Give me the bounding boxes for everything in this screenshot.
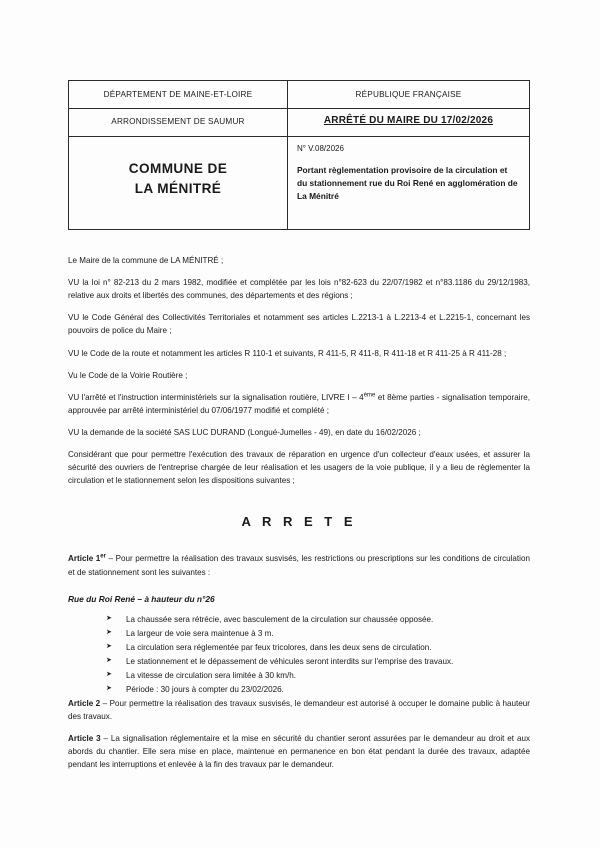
list-item: ➤ Le stationnement et le dépassement de véhicules seront interdits sur l'emprise des travaux. [106,655,530,669]
rue-subtitle: Rue du Roi René – à hauteur du n°26 [68,593,215,604]
article-2-paragraph [68,697,530,723]
list-item: ➤ Période : 30 jours à compter du 23/02/2026. [106,683,530,697]
list-item: ➤ La vitesse de circulation sera limitée à 30 km/h. [106,669,530,683]
departement-label: DÉPARTEMENT DE MAINE-ET-LOIRE [103,90,253,99]
list-item: ➤ La circulation sera réglementée par feux tricolores, dans les deux sens de circulation. [106,641,530,655]
commune-line-1: COMMUNE DE [128,161,228,176]
departement-cell [69,81,288,109]
vu-paragraph-3: VU le Code de la route et notamment les articles R 110-1 et suivants, R 411-5, R 411-8, R 411-18 et R 411-25 à R 411-28 ; [68,348,507,358]
arrete-numero: N° V.08/2026 [296,144,344,153]
arrete-heading: A R R E T E [241,514,357,530]
commune-line-2: LA MÉNITRÉ [134,180,222,196]
document-body [68,254,530,771]
vu-signalisation-paragraph [68,391,530,417]
list-item: ➤ La largeur de voie sera maintenue à 3 m. [106,627,530,641]
article-3-text: – La signalisation réglementaire et la mise en sécurité du chantier seront assurées par le demandeur au droit et aux abords du chantier. Elle sera mise en place, maintenue en permanence en bon état pendant la durée des travaux, adaptée pendant les interruptions et enlevée à la fin des travaux par le demandeur. [68,733,530,770]
numero-objet-cell [287,137,529,230]
arrondissement-cell [69,109,288,137]
intro-paragraph: Le Maire de la commune de LA MÉNITRÉ ; [68,256,224,265]
commune-cell [69,137,288,230]
arrondissement-label: ARRONDISSEMENT DE SAUMUR [111,117,245,126]
article-1-exponent: er [100,553,106,560]
document-header-table [68,80,530,230]
considerant-paragraph: Considérant que pour permettre l'exécution des travaux de réparation en urgence d'un collecteur d'eaux usées, et assurer la sécurité des ouvriers de l'entreprise chargée de leur réalisation et les usagers de la voie publique, il y a lieu de règlementer la circulation et le stationnement selon les dispositions suivantes ; [68,450,530,486]
list-item: ➤ La chaussée sera rétrécie, avec basculement de la circulation sur chaussée opposée. [106,613,530,627]
vu-paragraph-4: Vu le Code de la Voirie Routière ; [68,370,188,380]
article-2-label: Article 2 [68,698,101,708]
vu-paragraph-2: VU le Code Général des Collectivités Territoriales et notamment ses articles L.2213-1 à L.2213-4 et L.2215-1, concernant les pouvoirs de police du Maire ; [68,313,530,336]
vu-paragraph-5: VU la demande de la société SAS LUC DURAND (Longué-Jumelles - 49), en date du 16/02/2026 ; [68,427,421,437]
document-content [68,80,530,780]
vu-signalisation-post: et 8ème parties - signalisation temporaire, approuvée par arrêté interministériel du 07/06/1977 modifié et complété ; [68,392,530,415]
article-1-text: – Pour permettre la réalisation des travaux susvisés, les restrictions ou prescriptions sur les conditions de circulation et de stationnement sont les suivantes : [68,554,530,577]
vu-signalisation-exponent: ème [363,392,376,399]
arrete-objet: Portant règlementation provisoire de la circulation et du stationnement rue du Roi René en agglomération de La Ménitré [296,165,518,202]
arrete-title: ARRÊTÉ DU MAIRE DU 17/02/2026 [323,115,494,126]
article-1-label: Article 1 [68,554,101,564]
article-3-paragraph [68,732,530,771]
vu-signalisation-pre: VU l'arrêté et l'instruction interministériels sur la signalisation routière, LIVRE I – 4 [68,392,364,402]
article-1-paragraph [68,552,530,578]
article-2-text: – Pour permettre la réalisation des travaux susvisés, le demandeur est autorisé à occuper le domaine public à hauteur des travaux. [68,698,530,721]
article-3-label: Article 3 [68,733,101,743]
measures-list [68,613,530,696]
republique-cell [287,81,529,109]
arrete-title-cell [287,109,529,137]
vu-paragraph-1: VU la loi n° 82-213 du 2 mars 1982, modifiée et complétée par les lois n°82-623 du 22/07/1982 et n°83.1186 du 29/12/1983, relative aux droits et libertés des communes, des départements et des régions ; [68,278,530,301]
republique-label: RÉPUBLIQUE FRANÇAISE [355,90,462,99]
